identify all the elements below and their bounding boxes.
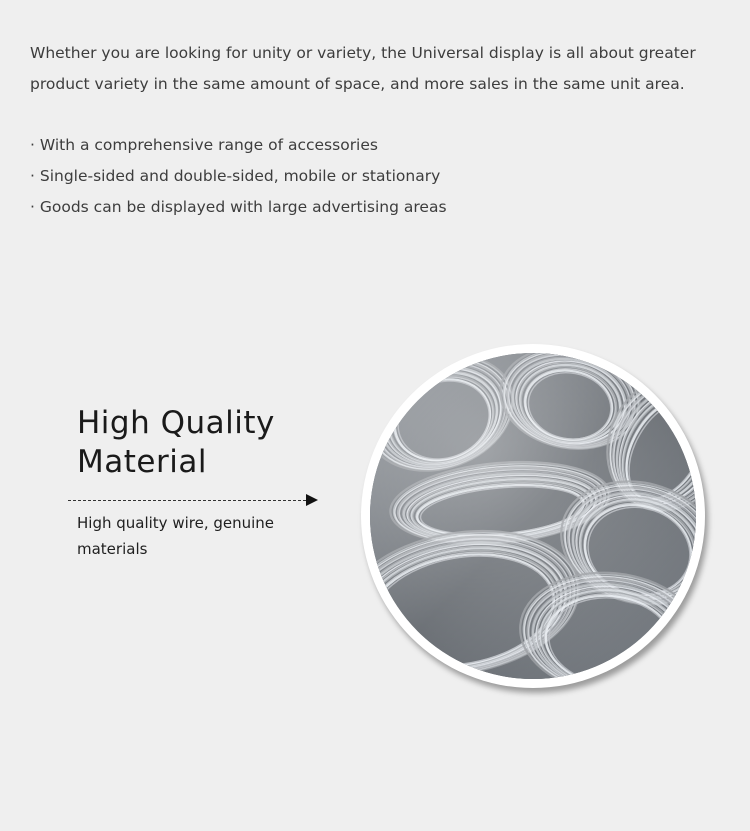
wire-coil-photo-frame xyxy=(361,344,705,688)
wire-coil-photo xyxy=(370,353,696,679)
feature-title-line1: High Quality xyxy=(77,405,275,441)
bullet-sided-mobile: · Single-sided and double-sided, mobile or stationary xyxy=(30,167,441,185)
feature-title-line2: Material xyxy=(77,444,207,480)
intro-paragraph: Whether you are looking for unity or variety, the Universal display is all about greater product variety in the same amount of space, and more sales in the same unit area. xyxy=(30,44,696,93)
bullet-advertising: · Goods can be displayed with large advertising areas xyxy=(30,198,447,216)
feature-description: High quality wire, genuine materials xyxy=(77,514,275,558)
arrow-right-icon xyxy=(306,494,318,506)
wire-coils-illustration xyxy=(370,353,696,679)
dashed-arrow-line xyxy=(68,500,306,501)
bullet-accessories: · With a comprehensive range of accessories xyxy=(30,136,378,154)
feature-bullet-list xyxy=(30,130,447,223)
feature-title xyxy=(77,404,275,482)
